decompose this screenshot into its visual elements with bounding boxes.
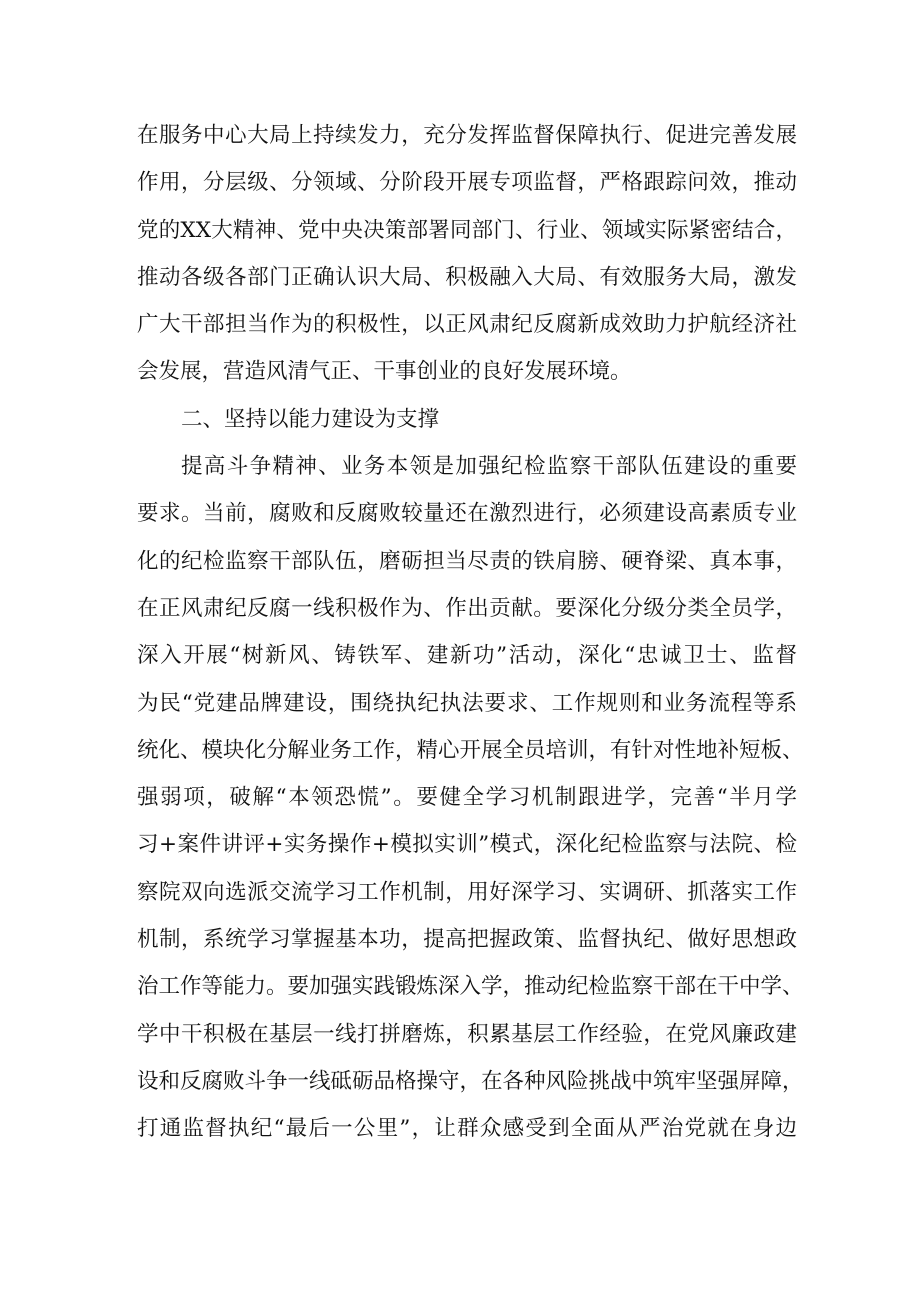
text-line: 提高斗争精神、业务本领是加强纪检监察干部队伍建设的重要: [181, 454, 797, 480]
text-line: 打通监督执纪“最后一公里”，让群众感受到全面从严治党就在身边: [137, 1116, 797, 1142]
paragraph-2: [137, 443, 804, 1152]
section-heading: 二、坚持以能力建设为支撑: [181, 406, 440, 432]
text-line: 统化、模块化分解业务工作，精心开展全员培训，有针对性地补短板、: [137, 737, 804, 763]
text-line: 为民“党建品牌建设，围绕执纪执法要求、工作规则和业务流程等系: [137, 690, 797, 716]
text-line: 机制，系统学习掌握基本功，提高把握政策、监督执纪、做好思想政: [137, 927, 797, 953]
text-line: 在服务中心大局上持续发力，充分发挥监督保障执行、促进完善发展: [137, 123, 797, 148]
text-line: 在正风肃纪反腐一线积极作为、作出贡献。要深化分级分类全员学，: [137, 595, 797, 621]
text-line: 设和反腐败斗争一线砥砺品格操守，在各种风险挑战中筑牢坚强屏障，: [137, 1068, 804, 1094]
text-line: 治工作等能力。要加强实践锻炼深入学，推动纪检监察干部在干中学、: [137, 974, 804, 1000]
text-line: 习+案件讲评+实务操作+模拟实训”模式，深化纪检监察与法院、检: [137, 832, 797, 858]
paragraph-1: [137, 112, 797, 396]
text-line: 要求。当前，腐败和反腐败较量还在激烈进行，必须建设高素质专业: [137, 501, 797, 527]
text-line: 深入开展“树新风、铸铁军、建新功”活动，深化“忠诚卫士、监督: [137, 643, 797, 669]
text-line: 会发展，营造风清气正、干事创业的良好发展环境。: [137, 359, 632, 385]
text-line: 化的纪检监察干部队伍，磨砺担当尽责的铁肩膀、硬脊梁、真本事，: [137, 548, 797, 574]
text-line: 察院双向选派交流学习工作机制，用好深学习、实调研、抓落实工作: [137, 879, 797, 905]
text-line: 推动各级各部门正确认识大局、积极融入大局、有效服务大局，激发: [137, 264, 797, 290]
text-line: 强弱项，破解“本领恐慌”。要健全学习机制跟进学，完善“半月学: [137, 785, 797, 811]
text-line: 党的XX大精神、党中央决策部署同部门、行业、领域实际紧密结合，: [137, 217, 797, 243]
text-line: 广大干部担当作为的积极性，以正风肃纪反腐新成效助力护航经济社: [137, 312, 797, 338]
text-line: 学中干积极在基层一线打拼磨炼，积累基层工作经验，在党风廉政建: [137, 1021, 797, 1047]
text-line: 作用，分层级、分领域、分阶段开展专项监督，严格跟踪问效，推动: [137, 170, 797, 196]
document-body: [137, 112, 804, 1153]
